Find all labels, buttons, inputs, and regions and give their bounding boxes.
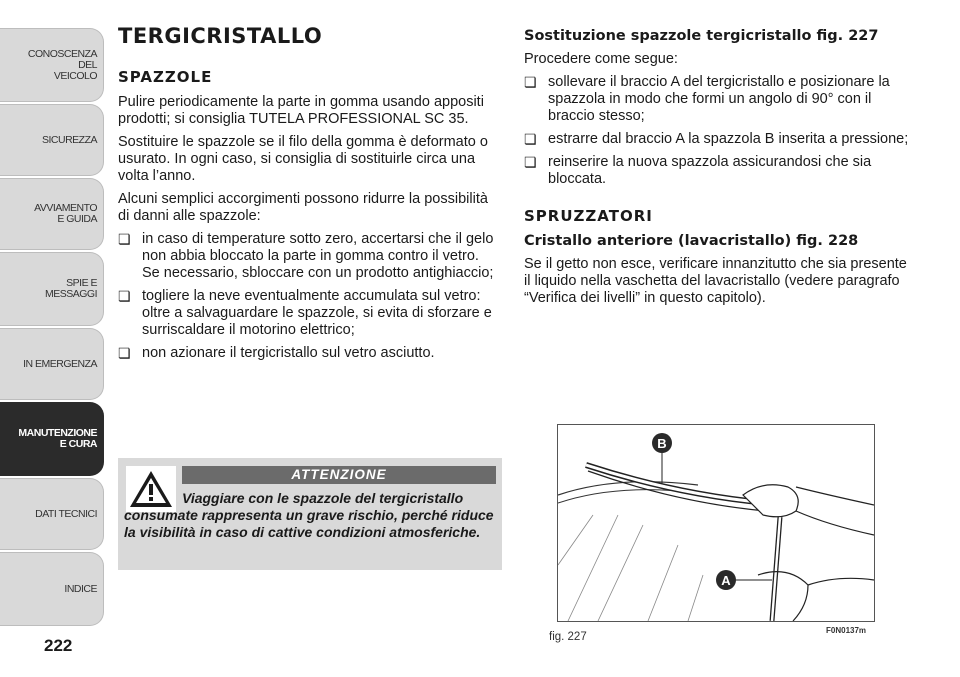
subsection-heading-cristallo: Cristallo anteriore (lavacristallo) fig. 228 xyxy=(524,233,859,249)
paragraph: Sostituire le spazzole se il filo della gomma è deformato o usurato. In ogni caso, si consiglia di sostituirle circa una volta l’anno. xyxy=(118,134,488,184)
tab-sicurezza[interactable]: SICUREZZA xyxy=(0,104,104,176)
left-column xyxy=(118,24,500,368)
wiper-illustration xyxy=(558,425,874,621)
list-item: ❏ togliere la neve eventualmente accumulata sul vetro: oltre a salvaguardare le spazzole, si evita di sforzare e surriscaldare il motorino elettrico; xyxy=(118,288,500,339)
tab-dati-tecnici[interactable]: DATI TECNICI xyxy=(0,478,104,550)
section-heading-spruzzatori: SPRUZZATORI xyxy=(524,207,653,225)
paragraph: Alcuni semplici accorgimenti possono ridurre la possibilità di danni alle spazzole: xyxy=(118,191,488,224)
paragraph: Pulire periodicamente la parte in gomma usando appositi prodotti; si consiglia TUTELA PROFESSIONAL SC 35. xyxy=(118,94,484,127)
tab-manutenzione-e-cura[interactable]: MANUTENZIONE E CURA xyxy=(0,402,104,476)
warning-heading: ATTENZIONE xyxy=(182,466,496,484)
tab-indice[interactable]: INDICE xyxy=(0,552,104,626)
figure-caption: fig. 227 xyxy=(549,631,587,643)
figure-227 xyxy=(557,424,875,622)
tab-avviamento-e-guida[interactable]: AVVIAMENTO E GUIDA xyxy=(0,178,104,250)
list-item: ❏ estrarre dal braccio A la spazzola B inserita a pressione; xyxy=(524,131,914,148)
tab-spie-e-messaggi[interactable]: SPIE E MESSAGGI xyxy=(0,252,104,326)
list-item: ❏ sollevare il braccio A del tergicristallo e posizionare la spazzola in modo che formi un angolo di 90° con il braccio stesso; xyxy=(524,74,914,125)
label-b: B xyxy=(657,436,667,451)
right-column xyxy=(524,28,914,313)
tips-list xyxy=(118,231,500,362)
warning-text: Viaggiare con le spazzole del tergicristallo consumate rappresenta un grave rischio, perché riduce la visibilità in caso di cattive condizioni atmosferiche. xyxy=(124,490,494,540)
list-item: ❏ in caso di temperature sotto zero, accertarsi che il gelo non abbia bloccato la parte in gomma contro il vetro. Se necessario, sbloccare con un prodotto antighiaccio; xyxy=(118,231,500,282)
tab-conoscenza-del-veicolo[interactable]: CONOSCENZA DEL VEICOLO xyxy=(0,28,104,102)
page-number: 222 xyxy=(44,636,73,655)
page-title: TERGICRISTALLO xyxy=(118,24,323,48)
steps-list xyxy=(524,74,914,188)
paragraph: Se il getto non esce, verificare innanzitutto che sia presente il liquido nella vaschetta del lavacristallo (vedere paragrafo “Verifica dei livelli” in questo capitolo). xyxy=(524,256,907,306)
list-item: ❏ non azionare il tergicristallo sul vetro asciutto. xyxy=(118,345,500,362)
warning-box xyxy=(118,458,502,570)
paragraph: Procedere come segue: xyxy=(524,51,678,67)
list-item: ❏ reinserire la nuova spazzola assicurandosi che sia bloccata. xyxy=(524,154,914,188)
tab-in-emergenza[interactable]: IN EMERGENZA xyxy=(0,328,104,400)
subsection-heading-sostituzione: Sostituzione spazzole tergicristallo fig. 227 xyxy=(524,28,879,44)
figure-code: F0N0137m xyxy=(826,626,867,635)
section-heading-spazzole: SPAZZOLE xyxy=(118,68,213,86)
label-a: A xyxy=(721,573,731,588)
